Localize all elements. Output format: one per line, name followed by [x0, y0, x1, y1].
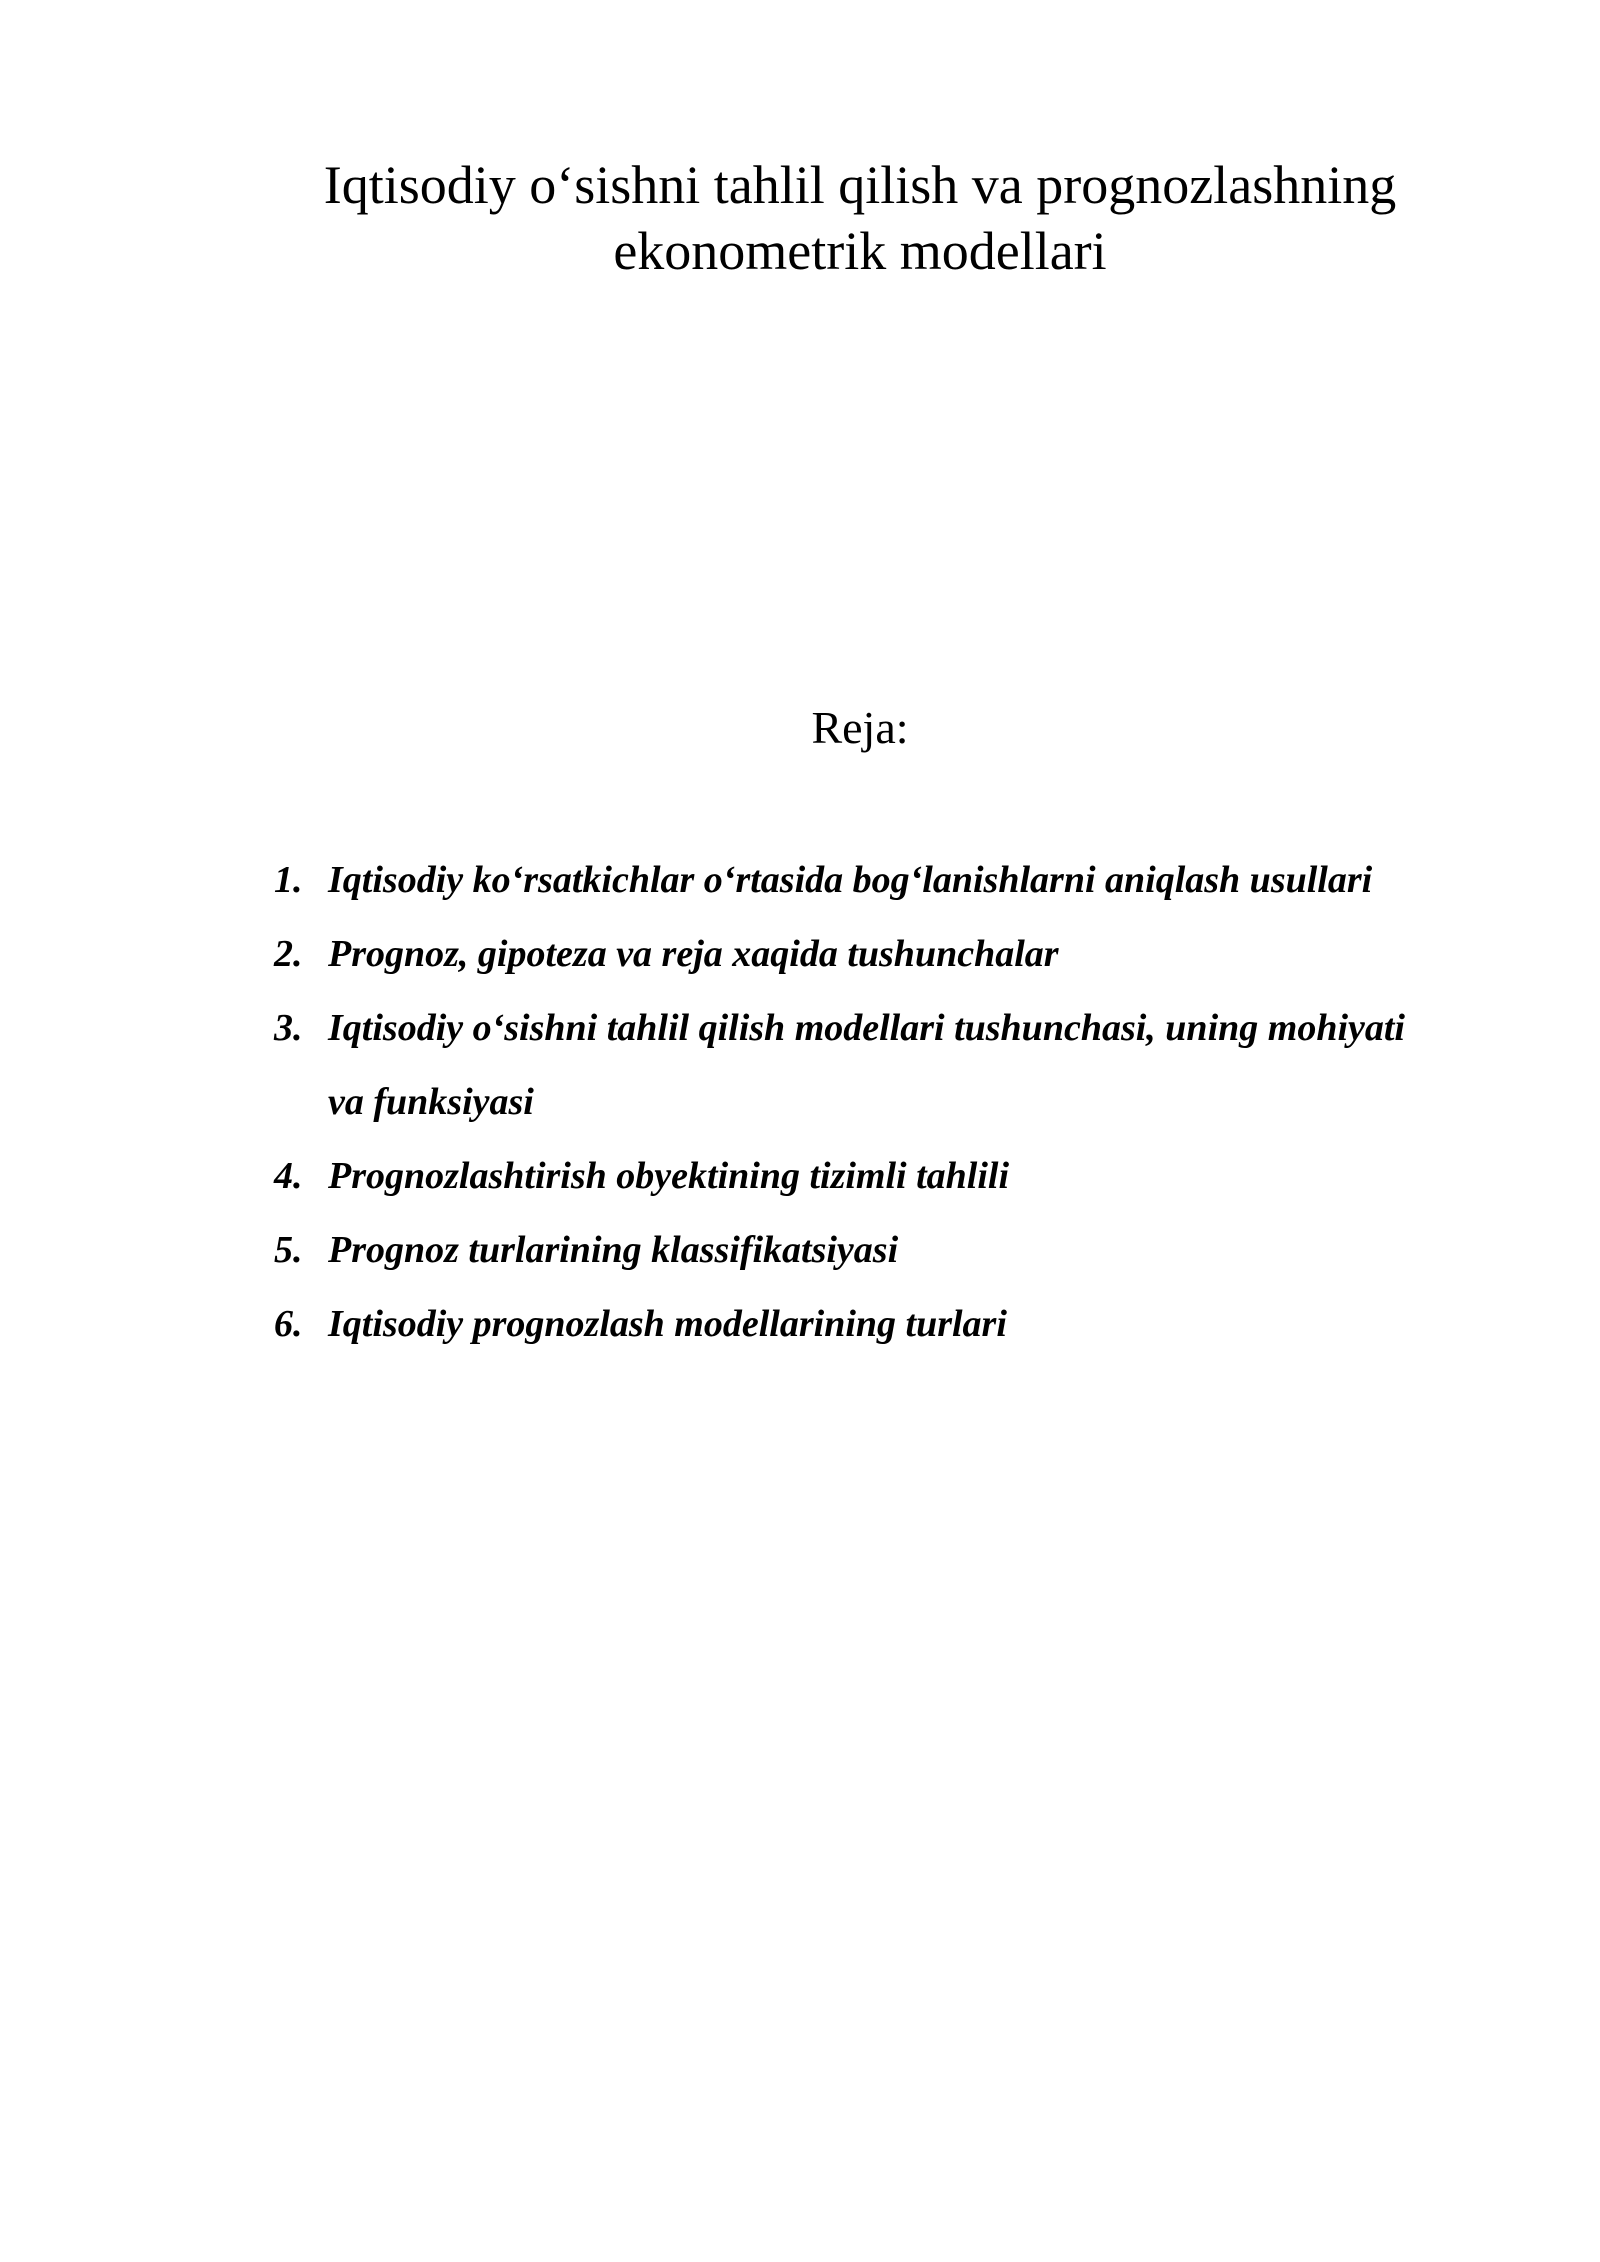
plan-item-text: Prognoz, gipoteza va reja xaqida tushunchalar	[328, 933, 1059, 975]
document-title-line-1: Iqtisodiy o‘sishni tahlil qilish va prognozlashning	[323, 155, 1397, 215]
plan-heading: Reja:	[811, 702, 909, 753]
plan-item-text: Iqtisodiy prognozlash modellarining turlari	[328, 1303, 1007, 1345]
plan-item-6	[274, 1287, 1414, 1361]
plan-item-1	[274, 843, 1414, 917]
document-title-line-2: ekonometrik modellari	[613, 221, 1107, 281]
plan-item-number: 2.	[274, 933, 303, 975]
plan-item-text: Iqtisodiy o‘sishni tahlil qilish modellari tushunchasi, uning mohiyati va funksiyasi	[328, 1007, 1405, 1123]
plan-item-text: Iqtisodiy ko‘rsatkichlar o‘rtasida bog‘lanishlarni aniqlash usullari	[328, 859, 1373, 901]
plan-item-number: 4.	[274, 1155, 303, 1197]
plan-item-number: 5.	[274, 1229, 303, 1271]
plan-list	[274, 843, 1414, 1361]
plan-item-text: Prognoz turlarining klassifikatsiyasi	[328, 1229, 899, 1271]
plan-item-number: 1.	[274, 859, 303, 901]
document-title	[260, 152, 1460, 284]
plan-item-3	[274, 991, 1414, 1139]
plan-item-number: 6.	[274, 1303, 303, 1345]
plan-item-2	[274, 917, 1414, 991]
plan-item-text: Prognozlashtirish obyektining tizimli tahlili	[328, 1155, 1010, 1197]
plan-item-5	[274, 1213, 1414, 1287]
plan-item-number: 3.	[274, 1007, 303, 1049]
plan-item-4	[274, 1139, 1414, 1213]
